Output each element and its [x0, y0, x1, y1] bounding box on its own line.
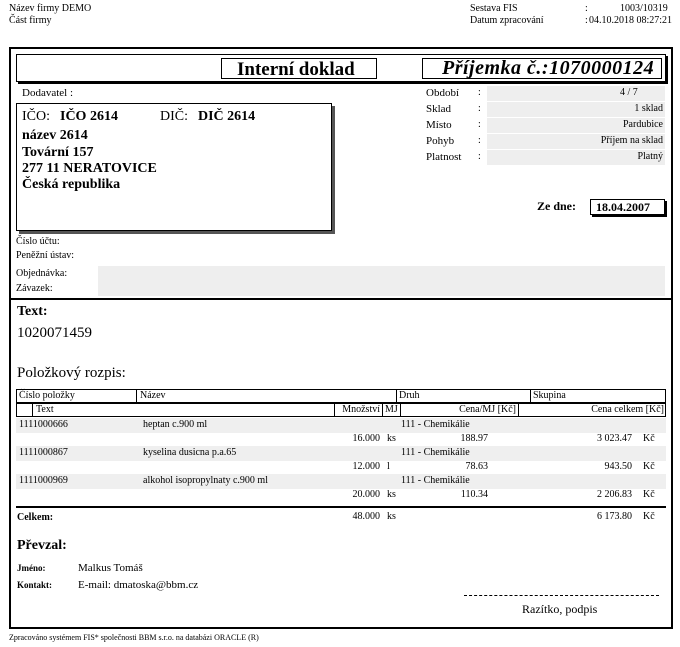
- total-divider: [16, 506, 666, 508]
- platnost-sep: :: [478, 151, 481, 162]
- bank-label: Peněžní ústav:: [16, 250, 75, 261]
- order-field: [98, 266, 665, 296]
- row-qty: 20.000: [352, 489, 380, 500]
- table-row: [16, 418, 666, 433]
- row-unit-price: 110.34: [460, 489, 488, 500]
- ico-label: IČO:: [22, 109, 50, 124]
- report-value: 1003/10319: [620, 3, 668, 14]
- row-name: kyselina dusicna p.a.65: [143, 447, 237, 458]
- row-currency: Kč: [643, 433, 655, 444]
- th-item-code: Číslo položky: [19, 390, 75, 401]
- items-title: Položkový rozpis:: [17, 365, 126, 381]
- liability-label: Závazek:: [16, 283, 53, 294]
- order-label: Objednávka:: [16, 268, 68, 279]
- obdobi-label: Období: [426, 87, 459, 99]
- sklad-label: Sklad: [426, 103, 452, 115]
- text-value: 1020071459: [17, 325, 92, 341]
- row-total: 2 206.83: [597, 489, 632, 500]
- row-type: 111 - Chemikálie: [401, 447, 470, 458]
- platnost-label: Platnost: [426, 151, 462, 163]
- platnost-value: Platný: [637, 151, 663, 162]
- total-currency: Kč: [643, 511, 655, 522]
- th-unit: MJ: [385, 404, 398, 415]
- row-qty: 12.000: [352, 461, 380, 472]
- company-part: Část firmy: [9, 15, 52, 26]
- table-row: [16, 446, 666, 461]
- dic-label: DIČ:: [160, 109, 188, 124]
- row-unit-price: 188.97: [460, 433, 488, 444]
- supplier-label: Dodavatel :: [22, 87, 74, 99]
- th-group: Skupina: [533, 390, 566, 401]
- table-row: [16, 474, 666, 489]
- row-unit: l: [387, 461, 390, 472]
- report-label: Sestava FIS: [470, 3, 518, 14]
- obdobi-value: 4 / 7: [620, 87, 638, 98]
- title-bar: [16, 54, 666, 82]
- row-total: 3 023.47: [597, 433, 632, 444]
- handover-name-label: Jméno:: [17, 563, 46, 573]
- pohyb-value: Příjem na sklad: [600, 135, 663, 146]
- th-quantity: Množství: [342, 404, 380, 415]
- row-type: 111 - Chemikálie: [401, 475, 470, 486]
- row-code: 1111000969: [19, 475, 68, 486]
- th-text: Text: [36, 404, 54, 415]
- date-label: Ze dne:: [537, 199, 576, 213]
- doc-type: Interní doklad: [237, 59, 355, 80]
- row-code: 1111000666: [19, 419, 68, 430]
- sklad-sep: :: [478, 103, 481, 114]
- row-qty: 16.000: [352, 433, 380, 444]
- table-header-row-1: [16, 389, 666, 403]
- th-total-price: Cena celkem [Kč]: [591, 404, 664, 415]
- obdobi-field: [487, 86, 665, 101]
- supplier-city: 277 11 NERATOVICE: [22, 161, 157, 176]
- sklad-value: 1 sklad: [634, 103, 663, 114]
- handover-contact-label: Kontakt:: [17, 580, 53, 590]
- ico-value: IČO 2614: [60, 109, 118, 124]
- row-currency: Kč: [643, 461, 655, 472]
- signature-label: Razítko, podpis: [522, 602, 598, 616]
- signature-line: [464, 595, 659, 596]
- th-divider: [530, 389, 531, 403]
- misto-value: Pardubice: [623, 119, 663, 130]
- total-value: 6 173.80: [597, 511, 632, 522]
- row-unit: ks: [387, 489, 396, 500]
- text-label: Text:: [17, 304, 48, 319]
- processed-label: Datum zpracování: [470, 15, 544, 26]
- supplier-country: Česká republika: [22, 177, 121, 192]
- row-type: 111 - Chemikálie: [401, 419, 470, 430]
- row-total: 943.50: [604, 461, 632, 472]
- handover-name-value: Malkus Tomáš: [78, 562, 143, 574]
- supplier-street: Tovární 157: [22, 145, 94, 160]
- company-name: Název firmy DEMO: [9, 3, 92, 14]
- handover-label: Převzal:: [17, 538, 67, 553]
- section-divider: [10, 298, 672, 300]
- doc-number: Příjemka č.:1070000124: [442, 57, 655, 79]
- total-unit: ks: [387, 511, 396, 522]
- supplier-name: název 2614: [22, 128, 88, 143]
- date-value: 18.04.2007: [596, 200, 650, 214]
- th-type: Druh: [399, 390, 420, 401]
- misto-label: Místo: [426, 119, 452, 131]
- total-qty: 48.000: [352, 511, 380, 522]
- processed-sep: :: [585, 15, 588, 26]
- th-divider: [382, 403, 383, 417]
- handover-contact-value: E-mail: dmatoska@bbm.cz: [78, 579, 199, 591]
- th-name: Název: [140, 390, 166, 401]
- row-name: alkohol isopropylnaty c.900 ml: [143, 475, 268, 486]
- report-sep: :: [585, 3, 588, 14]
- total-label: Celkem:: [17, 512, 54, 523]
- dic-value: DIČ 2614: [198, 109, 256, 124]
- account-label: Číslo účtu:: [16, 236, 60, 247]
- th-unit-price: Cena/MJ [Kč]: [459, 404, 516, 415]
- pohyb-label: Pohyb: [426, 135, 455, 147]
- row-unit: ks: [387, 433, 396, 444]
- processed-value: 04.10.2018 08:27:21: [589, 15, 673, 26]
- row-code: 1111000867: [19, 447, 68, 458]
- row-currency: Kč: [643, 489, 655, 500]
- th-divider: [32, 403, 33, 417]
- obdobi-sep: :: [478, 87, 481, 98]
- th-divider: [136, 389, 137, 403]
- th-divider: [396, 389, 397, 403]
- row-unit-price: 78.63: [465, 461, 488, 472]
- misto-sep: :: [478, 119, 481, 130]
- pohyb-sep: :: [478, 135, 481, 146]
- footer: Zpracováno systémem FIS* společnosti BBM s.r.o. na databázi ORACLE (R): [9, 633, 259, 642]
- row-name: heptan c.900 ml: [143, 419, 208, 430]
